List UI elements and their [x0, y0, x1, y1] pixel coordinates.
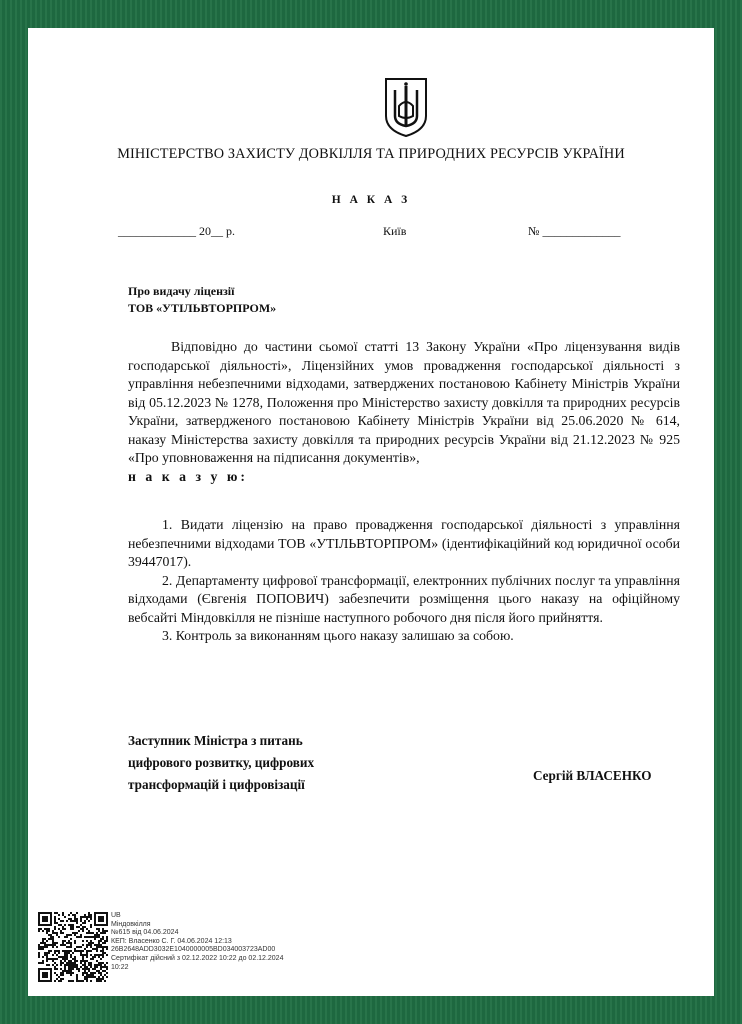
signer-position-line: Заступник Міністра з питань [128, 733, 303, 748]
stamp-line: 10:22 [111, 963, 129, 971]
stamp-line: КЕП: Власенко С. Г. 04.06.2024 12:13 [111, 937, 232, 945]
decree-word: н а к а з у ю: [128, 468, 248, 484]
signer-position-line: цифрового розвитку, цифрових [128, 755, 315, 770]
subject-line: Про видачу ліцензії [128, 284, 235, 298]
coat-of-arms-icon [383, 76, 429, 138]
signer-position [128, 730, 314, 796]
date-field: _____________ 20__ р. [118, 224, 235, 238]
number-field: № _____________ [528, 224, 621, 238]
ministry-title: МІНІСТЕРСТВО ЗАХИСТУ ДОВКІЛЛЯ ТА ПРИРОДНИХ РЕСУРСІВ УКРАЇНИ [117, 146, 625, 162]
order-item: 1. Видати ліцензію на право провадження господарської діяльності з управління небезпечними відходами ТОВ «УТІЛЬВТОРПРОМ» (ідентифікаційний код юридичної особи 39447017). [128, 517, 680, 569]
city-label: Київ [383, 224, 407, 238]
order-item: 3. Контроль за виконанням цього наказу залишаю за собою. [162, 628, 514, 643]
signer-position-line: трансформацій і цифровізації [128, 777, 305, 792]
stamp-line: Сертифікат дійсний з 02.12.2022 10:22 до 02.12.2024 [111, 954, 284, 962]
stamp-line: 26B2648ADD3032E1040000005BD034003723AD00 [111, 946, 276, 954]
document-page [28, 28, 714, 996]
preamble [128, 338, 680, 486]
stamp-line: UB [111, 912, 121, 919]
order-item: 2. Департаменту цифрової трансформації, електронних публічних послуг та управління відходами (Євгенія ПОПОВИЧ) забезпечити розміщення цього наказу на офіційному вебсайті Міндовкілля не пізніше наступного робочого дня після його прийняття. [128, 572, 680, 625]
stamp-line: Міндовкілля [111, 920, 151, 928]
signer-name: Сергій ВЛАСЕНКО [533, 768, 652, 783]
preamble-text: Відповідно до частини сьомої статті 13 Закону України «Про ліцензування видів господарської діяльності», Ліцензійних умов провадження господарської діяльності з управління небезпечними відходами, затверджених постановою Кабінету Міністрів України від 05.12.2023 № 1278, Положення про Міністерство захисту довкілля та природних ресурсів України, затвердженого постановою Кабінету Міністрів України від 25.06.2020 № 614, наказу Міністерства захисту довкілля та природних ресурсів України від 21.12.2023 № 925 «Про уповноваження на підписання документів», [128, 339, 680, 465]
signature-stamp [111, 912, 283, 972]
stamp-line: №615 від 04.06.2024 [111, 929, 179, 937]
subject-block [128, 283, 276, 317]
order-title: Н А К А З [331, 194, 411, 206]
order-items [128, 516, 680, 646]
subject-company: ТОВ «УТІЛЬВТОРПРОМ» [128, 301, 277, 315]
qr-code-icon [38, 912, 108, 982]
